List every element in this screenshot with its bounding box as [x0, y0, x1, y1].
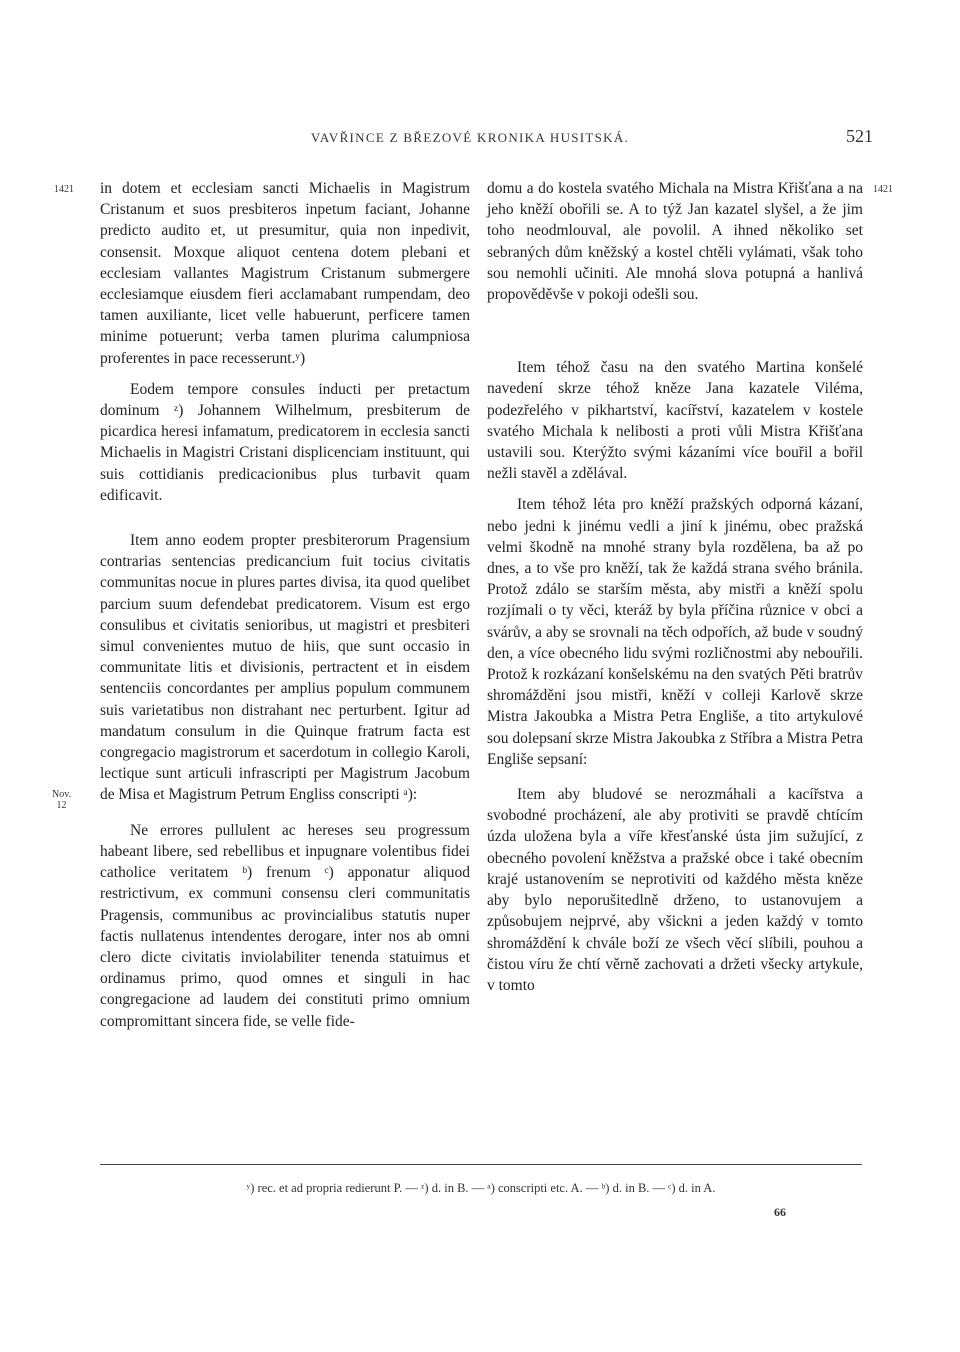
margin-year-right: 1421 [873, 184, 893, 195]
latin-column [100, 178, 470, 1032]
margin-date-note [52, 789, 71, 811]
czech-paragraph-2: Item téhož času na den svatého Martina konšelé navedení skrze téhož kněze Jana kazatele Viléma, podezřelého v pikhartství, kacířství, kazatelem v kostele svatého Michala k nelibosti a proti vůli Mistra Křišťana ustavili sou. Kterýžto svými kázaními více bouřil a bořil nežli stavěl a zdělával. [487, 359, 863, 483]
latin-paragraph-1: in dotem et ecclesiam sancti Michaelis in Magistrum Cristanum et suos presbiteros inpetum faciant, Johanne predicto audito et, ut presumitur, quia non inpedivit, consensit. Moxque aliquot centena dotem plebani et ecclesiam vallantes Magistrum Cristanum submergere ecclesiamque eiusdem fieri acclamabant rumpendam, deo tamen auxiliante, licet velle habuerunt, perficere tamen minime potuerunt; verba tamen plurima calumpniosa proferentes in pace recesserunt.ʸ) [100, 180, 470, 367]
czech-paragraph-3: Item téhož léta pro kněží pražských odporná kázaní, nebo jedni k jinému vedli a jiní k jinému, obec pražská velmi škodně na mnohé strany byla rozdělena, ba až po dnes, a to vše pro kněží, tak že každá strana svého bránila. Protož zdálo se starším města, aby mistři a kněží spolu rozjímali o ty věci, kteráž by byla příčina různice v obci a svárův, a aby se srovnali na těch odpořích, až bude v soudný den, a více obecného lidu svými rozličnostmi aby nebouřili. Protož k rozkázaní konšelskému na den svatých Pěti bratrův shromážděni jsou mistři, kněží v colleji Karlově skrze Mistra Jakoubka a Mistra Petra Engliše, a tito artykulové sou dolepsaní skrze Mistra Jakoubka z Stříbra a Mistra Petra Engliše sepsaní: [487, 496, 863, 768]
running-title: VAVŘINCE Z BŘEZOVÉ KRONIKA HUSITSKÁ. [310, 130, 630, 145]
margin-day: 12 [56, 800, 67, 811]
czech-paragraph-1: domu a do kostela svatého Michala na Mistra Křišťana a na jeho kněží obořili se. A to týž Jan kazatel slyšel, a že jim toho neodmlouval, ale povolil. A ihned několiko set sebraných dům kněžský a kostel chtěli vylámati, však toho sou nemohli učiniti. Ale mnohá slova potupná a hanlivá propověděvše v pokoji odešli sou. [487, 180, 863, 304]
margin-year-left: 1421 [54, 184, 74, 195]
margin-month: Nov. [52, 789, 72, 800]
latin-paragraph-3: Item anno eodem propter presbiterorum Pragensium contrarias sentencias predicancium fuit tocius civitatis communitas nocue in plures partes divisa, ita quod quelibet parcium suum defendebat predicatorem. Visum est ergo consulibus et civitatis senioribus, ut magistri et presbiteri simul convenientes mutuo de hiis, que sunt occasio in communitate litis et divisionis, pertractent et in eisdem sentenciis concordantes per amplius populum communem suis varietatibus non distrahant nec perturbent. Igitur ad mandatum consulum in die Quinque fratrum facta est congregacio magistrorum et sacerdotum in collegio Karoli, lectique sunt articuli infrascripti per Magistrum Jacobum de Misa et Magistrum Petrum Engliss conscripti ᵃ): [100, 532, 470, 804]
footnotes: ʸ) rec. et ad propria redierunt P. — ᶻ) d. in B. — ᵃ) conscripti etc. A. — ᵇ) d. in B. — ᶜ) d. in A. [246, 1181, 716, 1195]
latin-paragraph-2: Eodem tempore consules inducti per pretactum dominum ᶻ) Johannem Wilhelmum, presbiterum de picardica heresi infamatum, predicatorem in ecclesia sancti Michaelis in Magistri Cristani displicenciam instituunt, qui suis cottidianis predicacionibus plus turbavit quam edificavit. [100, 380, 470, 504]
page-number: 521 [846, 126, 873, 146]
latin-paragraph-4: Ne errores pullulent ac hereses seu progressum habeant libere, sed rebellibus et inpugnare volentibus fidei catholice veritatem ᵇ) frenum ᶜ) apponatur aliquod restrictivum, ex communi consensu cleri communitatis Pragensis, communibus ac provincialibus statutis nuper factis nullatenus intendentes derogare, inter nos ab omni clero dicte civitatis inviolabiliter tenenda statuimus et ordinamus primo, quod omnes et singuli in hac congregacione ad laudem dei constituti primo omnium compromittant sincera fide, se velle fide- [100, 821, 470, 1030]
footnote-rule [100, 1164, 862, 1165]
czech-paragraph-4: Item aby bludové se nerozmáhali a kacířstva a svobodné procházení, ale aby protiviti se pravdě chtícím úzda uložena byla a víře křesťanské ústa jim sužující, z obecného povolení kněžstva a pražské obce i také obecním krajé ustanovením se neprotiviti od každého města kněze aby bylo neporušitedlně drženo, to ustanovujem a způsobujem nejprvé, aby všickni a jeden každý v tomto shromáždění k chvále boží ze všech věcí slíbili, pouhou a čistou víru že chtí věrně zachovati a držeti všecky artykule, v tomto [487, 786, 863, 994]
czech-column [487, 178, 863, 996]
signature-mark: 66 [774, 1205, 786, 1219]
